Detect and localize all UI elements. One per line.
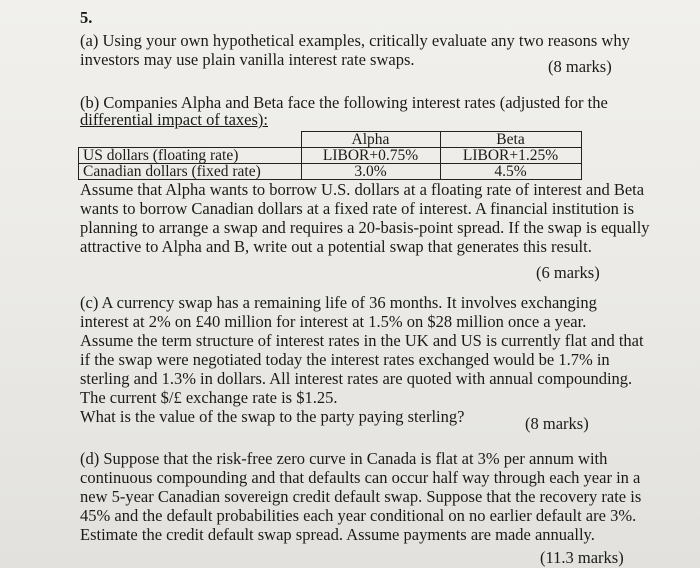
part-a-marks: (8 marks) <box>548 57 612 76</box>
table-row-label: Canadian dollars (fixed rate) <box>79 164 302 180</box>
part-a-line-1: (a) Using your own hypothetical examples, critically evaluate any two reasons why <box>80 31 630 50</box>
table-row <box>79 148 582 164</box>
part-b-intro-line-2: differential impact of taxes): <box>80 110 268 129</box>
part-d-line-3: new 5-year Canadian sovereign credit default swap. Suppose that the recovery rate is <box>80 487 642 506</box>
table-row-label: US dollars (floating rate) <box>79 148 302 164</box>
part-b-body-line-2: wants to borrow Canadian dollars at a fixed rate of interest. A financial institution is <box>80 199 634 218</box>
table-header-row <box>79 132 582 148</box>
table-header-beta: Beta <box>440 132 581 148</box>
part-b-body-line-3: planning to arrange a swap and requires a 20-basis-point spread. If the swap is equally <box>80 218 650 237</box>
part-b-body-line-4: attractive to Alpha and B, write out a potential swap that generates this result. <box>80 237 592 256</box>
table-row <box>79 164 582 180</box>
part-b-intro-line-1: (b) Companies Alpha and Beta face the following interest rates (adjusted for the <box>80 93 608 112</box>
part-c-line-4: if the swap were negotiated today the interest rates exchanged would be 1.7% in <box>80 350 610 369</box>
part-b-body-line-1: Assume that Alpha wants to borrow U.S. dollars at a floating rate of interest and Beta <box>80 180 645 199</box>
part-c-line-5: sterling and 1.3% in dollars. All interest rates are quoted with annual compounding. <box>80 369 633 388</box>
part-d-line-4: 45% and the default probabilities each year conditional on no earlier default are 3%. <box>80 506 637 525</box>
table-cell-alpha: LIBOR+0.75% <box>301 148 440 164</box>
part-d-marks: (11.3 marks) <box>540 548 624 567</box>
part-c-marks: (8 marks) <box>525 414 589 433</box>
table-cell-beta: LIBOR+1.25% <box>440 148 581 164</box>
table-header-alpha: Alpha <box>301 132 440 148</box>
part-c-line-2: interest at 2% on £40 million for interest at 1.5% on $28 million once a year. <box>80 312 587 331</box>
part-c-line-1: (c) A currency swap has a remaining life of 36 months. It involves exchanging <box>80 293 597 312</box>
part-b-marks: (6 marks) <box>536 263 600 282</box>
part-c-line-6: The current $/£ exchange rate is $1.25. <box>80 388 338 407</box>
interest-rate-table <box>78 131 582 180</box>
part-d-line-5: Estimate the credit default swap spread. Assume payments are made annually. <box>80 525 595 544</box>
part-d-line-1: (d) Suppose that the risk-free zero curve in Canada is flat at 3% per annum with <box>80 449 608 468</box>
part-d-line-2: continuous compounding and that defaults can occur half way through each year in a <box>80 468 641 487</box>
table-cell-beta: 4.5% <box>440 164 581 180</box>
part-a-line-2: investors may use plain vanilla interest rate swaps. <box>80 50 415 69</box>
table-cell-alpha: 3.0% <box>301 164 440 180</box>
table-corner-cell <box>79 132 302 148</box>
part-c-line-7: What is the value of the swap to the party paying sterling? <box>80 407 465 426</box>
question-number: 5. <box>80 8 93 27</box>
part-c-line-3: Assume the term structure of interest rates in the UK and US is currently flat and that <box>80 331 644 350</box>
